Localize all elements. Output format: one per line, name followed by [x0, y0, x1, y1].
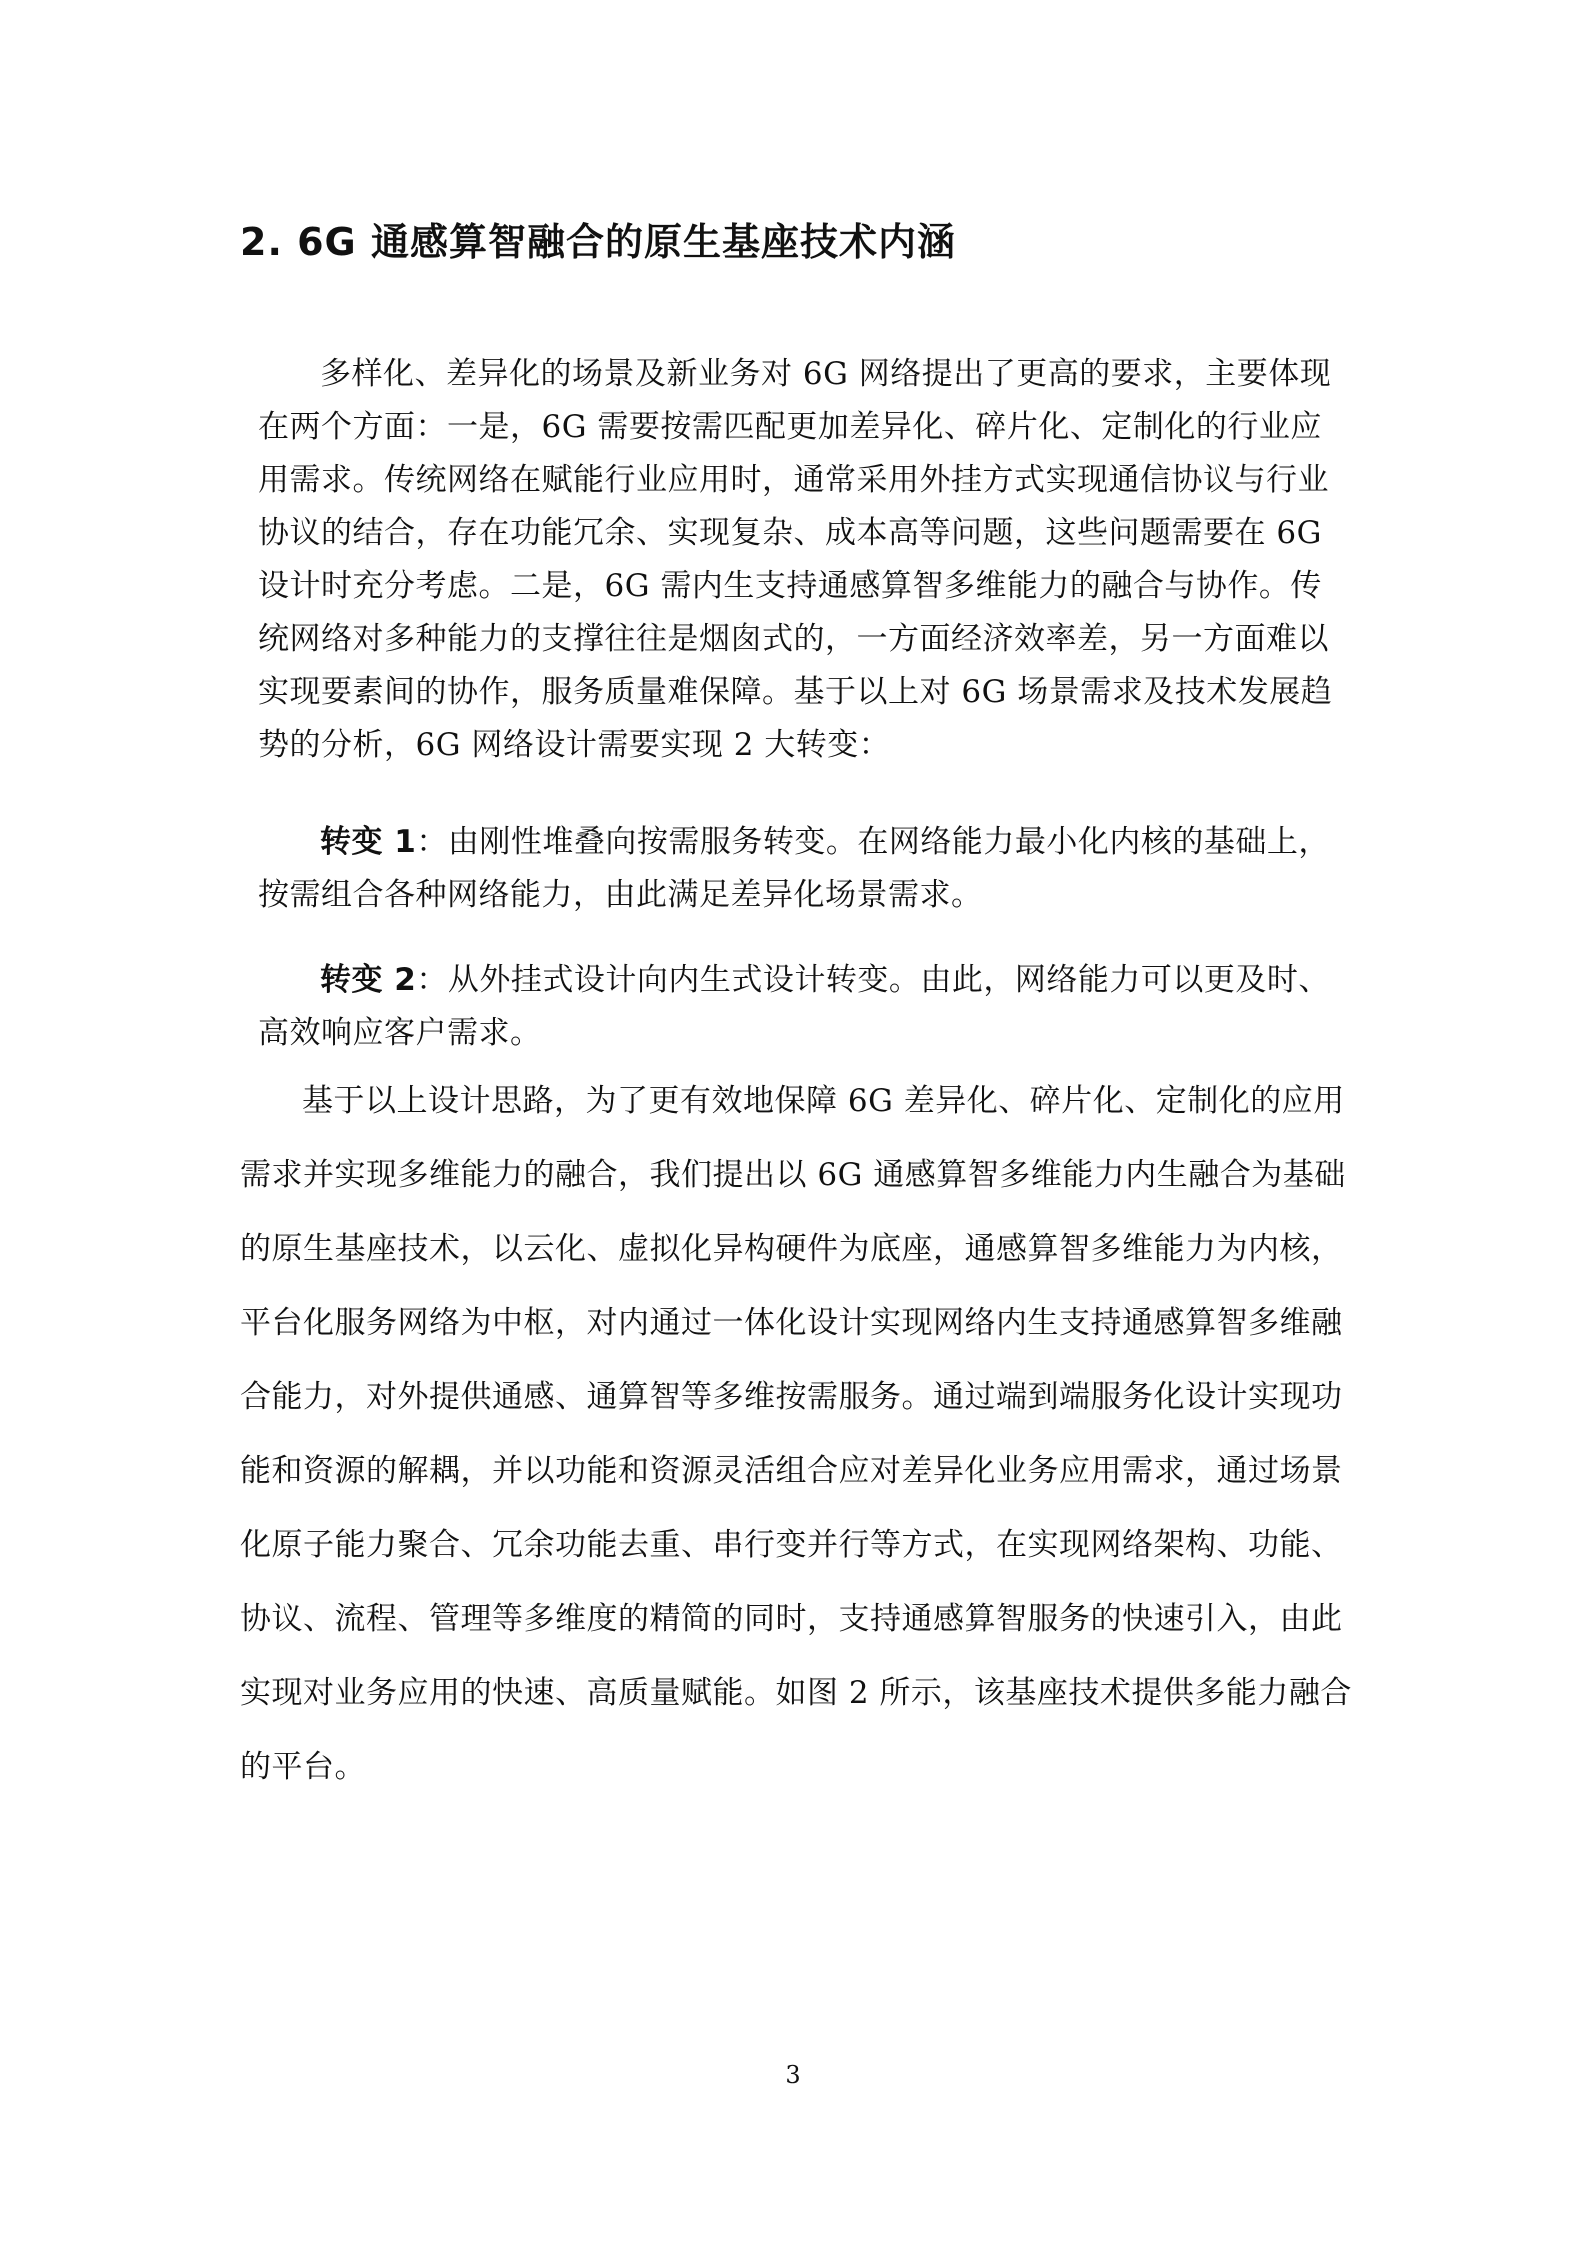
- transition-lead: 转变 2: [320, 962, 417, 998]
- paragraph-line: 平台化服务网络为中枢，对内通过一体化设计实现网络内生支持通感算智多维融: [240, 1305, 1343, 1341]
- paragraph-line: 设计时充分考虑。二是，6G 需内生支持通感算智多维能力的融合与协作。传: [258, 568, 1322, 604]
- paragraph-line: 协议、流程、管理等多维度的精简的同时，支持通感算智服务的快速引入，由此: [240, 1601, 1343, 1637]
- paragraph-line: 按需组合各种网络能力，由此满足差异化场景需求。: [258, 877, 983, 913]
- paragraph-line: 在两个方面：一是，6G 需要按需匹配更加差异化、碎片化、定制化的行业应: [258, 409, 1322, 445]
- section-heading: 2. 6G 通感算智融合的原生基座技术内涵: [240, 220, 956, 264]
- paragraph-line: 多样化、差异化的场景及新业务对 6G 网络提出了更高的要求，主要体现: [320, 356, 1332, 392]
- paragraph-line: 势的分析，6G 网络设计需要实现 2 大转变：: [258, 727, 891, 763]
- paragraph-transition-1: [258, 816, 1330, 922]
- paragraph-scenario-requirements: [258, 348, 1332, 772]
- paragraph-line: 的平台。: [240, 1749, 366, 1785]
- paragraph-line: 基于以上设计思路，为了更有效地保障 6G 差异化、碎片化、定制化的应用: [302, 1083, 1345, 1119]
- transition-lead: 转变 1: [320, 824, 417, 860]
- paragraph-line: 的原生基座技术，以云化、虚拟化异构硬件为底座，通感算智多维能力为内核，: [240, 1231, 1343, 1267]
- paragraph-line: 高效响应客户需求。: [258, 1015, 542, 1051]
- paragraph-line: 化原子能力聚合、冗余功能去重、串行变并行等方式，在实现网络架构、功能、: [240, 1527, 1343, 1563]
- paragraph-line: 能和资源的解耦，并以功能和资源灵活组合应对差异化业务应用需求，通过场景: [240, 1453, 1343, 1489]
- paragraph-design-approach: [240, 1064, 1352, 1804]
- paragraph-line: [258, 816, 1330, 869]
- paragraph-line: 用需求。传统网络在赋能行业应用时，通常采用外挂方式实现通信协议与行业: [258, 462, 1329, 498]
- paragraph-text: ：由刚性堆叠向按需服务转变。在网络能力最小化内核的基础上，: [416, 824, 1330, 860]
- page-number: 3: [785, 2061, 801, 2089]
- paragraph-line: [258, 954, 1330, 1007]
- paragraph-line: 实现对业务应用的快速、高质量赋能。如图 2 所示，该基座技术提供多能力融合: [240, 1675, 1352, 1711]
- paragraph-line: 实现要素间的协作，服务质量难保障。基于以上对 6G 场景需求及技术发展趋: [258, 674, 1333, 710]
- paragraph-text: ：从外挂式设计向内生式设计转变。由此，网络能力可以更及时、: [416, 962, 1330, 998]
- paragraph-line: 统网络对多种能力的支撑往往是烟囱式的，一方面经济效率差，另一方面难以: [258, 621, 1329, 657]
- paragraph-line: 协议的结合，存在功能冗余、实现复杂、成本高等问题，这些问题需要在 6G: [258, 515, 1322, 551]
- paragraph-transition-2: [258, 954, 1330, 1060]
- paragraph-line: 合能力，对外提供通感、通算智等多维按需服务。通过端到端服务化设计实现功: [240, 1379, 1343, 1415]
- paragraph-line: 需求并实现多维能力的融合，我们提出以 6G 通感算智多维能力内生融合为基础: [240, 1157, 1346, 1193]
